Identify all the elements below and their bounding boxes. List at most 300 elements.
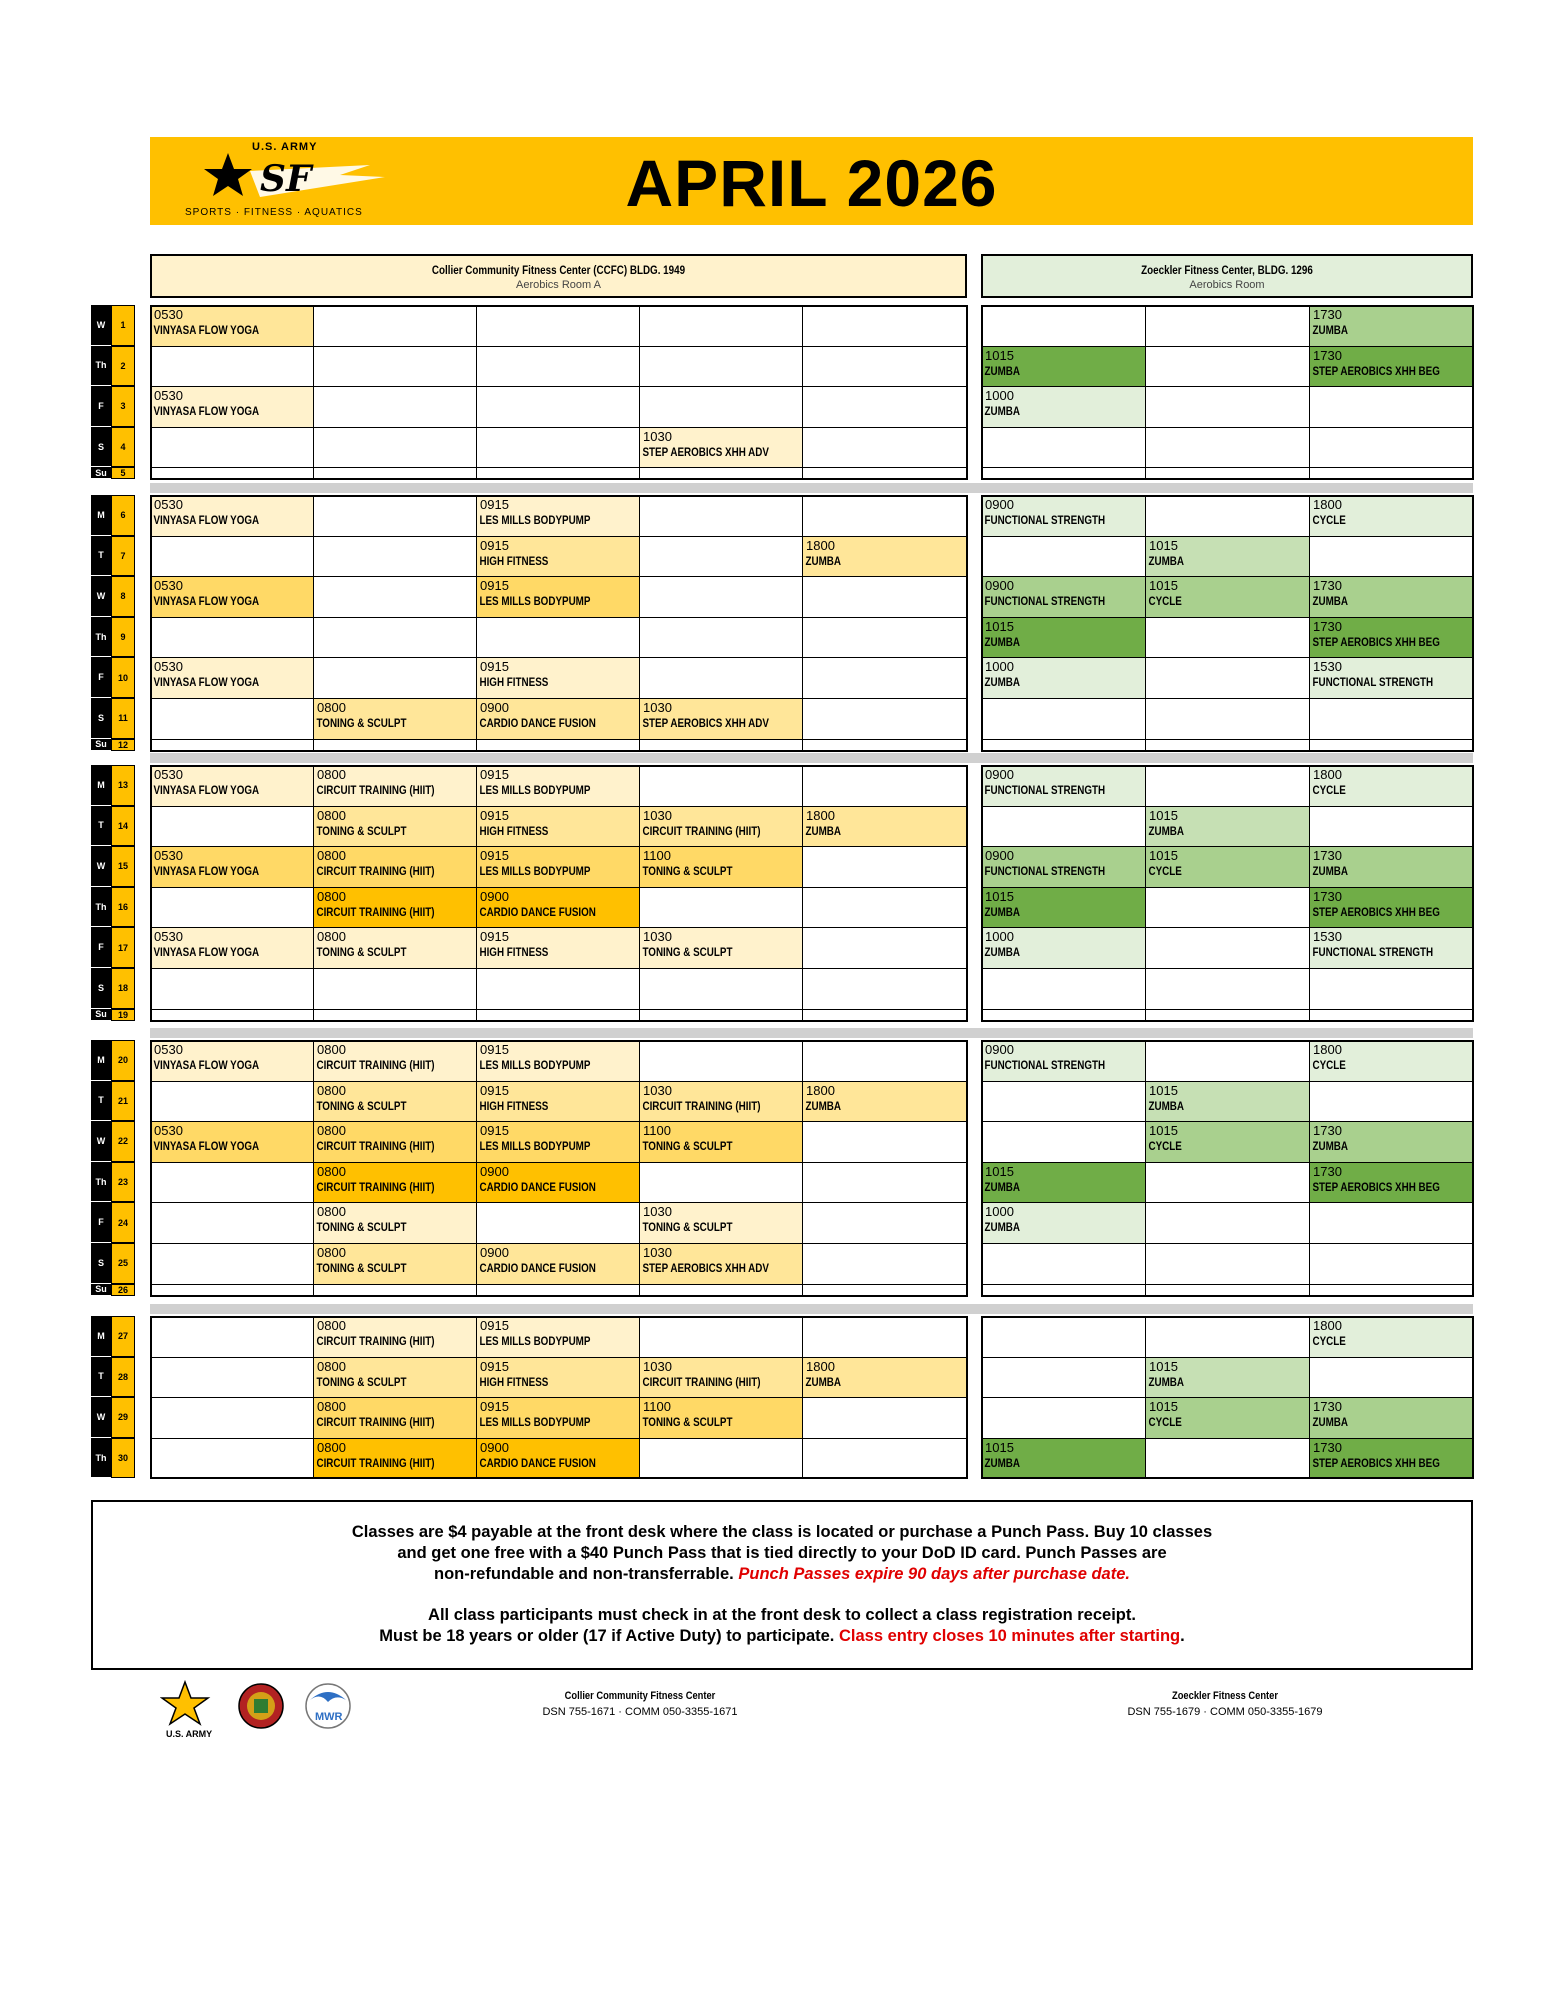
date-label: 14 — [111, 806, 135, 847]
class-cell — [1145, 1162, 1310, 1204]
class-cell — [981, 765, 1146, 807]
class-name: VINYASA FLOW YOGA — [153, 404, 260, 419]
class-time: 0800 — [317, 888, 346, 904]
class-name: STEP AEROBICS XHH BEG — [1312, 904, 1440, 919]
weekday-label: S — [91, 968, 111, 1009]
class-time: 1100 — [643, 1399, 671, 1415]
weekday-label: M — [91, 1316, 111, 1357]
class-name: HIGH FITNESS — [479, 1098, 549, 1113]
class-time: 0915 — [480, 1082, 509, 1098]
class-time: 1000 — [985, 388, 1014, 404]
class-cell — [639, 1162, 803, 1204]
class-cell — [981, 1243, 1146, 1285]
class-name: STEP AEROBICS XHH ADV — [642, 444, 769, 459]
class-cell — [639, 739, 803, 752]
class-cell — [476, 887, 640, 929]
class-cell — [802, 1397, 967, 1439]
class-name: STEP AEROBICS XHH BEG — [1312, 634, 1440, 649]
class-cell — [981, 1316, 1146, 1358]
class-name: CIRCUIT TRAINING (HIIT) — [316, 1058, 435, 1072]
class-time: 0900 — [480, 1245, 509, 1260]
class-cell — [150, 1202, 314, 1244]
class-cell — [639, 1040, 803, 1082]
class-cell — [981, 698, 1146, 740]
class-time: 1730 — [1313, 618, 1342, 634]
class-cell — [1145, 467, 1310, 480]
class-cell — [476, 1438, 640, 1480]
class-time: 0800 — [317, 700, 346, 715]
weekday-label: Su — [91, 739, 111, 751]
class-cell — [1309, 1121, 1474, 1163]
class-name: HIGH FITNESS — [479, 675, 549, 690]
class-cell — [1309, 1081, 1474, 1123]
class-time: 1030 — [643, 1245, 672, 1260]
class-time: 1030 — [643, 1204, 672, 1220]
class-time: 1100 — [643, 848, 671, 864]
pricing-line-2: and get one free with a $40 Punch Pass that is tied directly to your DoD ID card. Punch Passes are — [397, 1544, 1167, 1562]
class-cell — [1309, 1316, 1474, 1358]
class-time: 1030 — [643, 929, 672, 945]
class-cell — [1309, 305, 1474, 347]
class-time: 1800 — [1313, 1318, 1342, 1333]
class-time: 0900 — [480, 1163, 509, 1179]
class-cell — [313, 386, 477, 428]
weekday-label: W — [91, 576, 111, 617]
ccfc-header — [150, 254, 967, 298]
class-cell — [150, 1357, 314, 1399]
class-cell — [639, 1397, 803, 1439]
class-name: ZUMBA — [1312, 1415, 1348, 1430]
class-time: 0915 — [480, 497, 509, 512]
class-time: 0800 — [317, 1163, 346, 1179]
class-cell — [150, 887, 314, 929]
class-cell — [802, 536, 967, 578]
class-time: 0530 — [154, 388, 183, 404]
class-cell — [150, 1162, 314, 1204]
class-cell — [313, 806, 477, 848]
class-cell — [476, 495, 640, 537]
class-cell — [476, 739, 640, 752]
class-name: LES MILLS BODYPUMP — [479, 783, 591, 797]
date-label: 4 — [111, 427, 135, 468]
class-name: HIGH FITNESS — [479, 553, 549, 568]
class-cell — [150, 386, 314, 428]
class-time: 0800 — [317, 1245, 346, 1260]
class-name: ZUMBA — [984, 634, 1020, 649]
weekday-label: F — [91, 927, 111, 968]
class-name: CIRCUIT TRAINING (HIIT) — [316, 864, 435, 879]
class-cell — [981, 536, 1146, 578]
class-cell — [981, 887, 1146, 929]
class-name: CYCLE — [1312, 513, 1346, 527]
class-cell — [313, 467, 477, 480]
class-name: STEP AEROBICS XHH BEG — [1312, 363, 1440, 378]
class-cell — [150, 346, 314, 388]
class-cell — [313, 739, 477, 752]
class-name: ZUMBA — [1148, 553, 1184, 568]
class-cell — [981, 1040, 1146, 1082]
date-label: 17 — [111, 927, 135, 968]
zfc-name: Zoeckler Fitness Center, BLDG. 1296 — [1141, 263, 1313, 277]
week-separator — [150, 1028, 1473, 1038]
class-time: 0530 — [154, 1123, 183, 1139]
class-time: 1730 — [1313, 1123, 1342, 1139]
class-name: HIGH FITNESS — [479, 1374, 549, 1389]
class-time: 1015 — [985, 888, 1014, 904]
date-label: 29 — [111, 1397, 135, 1438]
weekday-label: Su — [91, 467, 111, 479]
class-cell — [802, 1162, 967, 1204]
entry-warning-period: . — [1180, 1627, 1185, 1645]
class-cell — [1309, 1397, 1474, 1439]
class-name: CARDIO DANCE FUSION — [479, 1261, 596, 1275]
class-cell — [1309, 1357, 1474, 1399]
class-cell — [313, 427, 477, 469]
class-cell — [313, 1438, 477, 1480]
class-cell — [150, 576, 314, 618]
class-cell — [476, 1316, 640, 1358]
class-cell — [802, 576, 967, 618]
class-name: HIGH FITNESS — [479, 945, 549, 960]
class-cell — [476, 467, 640, 480]
date-label: 10 — [111, 657, 135, 698]
class-cell — [150, 927, 314, 969]
class-time: 0800 — [317, 767, 346, 782]
class-name: STEP AEROBICS XHH BEG — [1312, 1455, 1440, 1470]
class-name: TONING & SCULPT — [316, 1261, 407, 1275]
expiry-warning: Punch Passes expire 90 days after purchase date. — [738, 1565, 1130, 1583]
class-name: ZUMBA — [1148, 823, 1184, 838]
class-cell — [802, 846, 967, 888]
checkin-line-1: All class participants must check in at the front desk to collect a class registration receipt. — [428, 1606, 1136, 1624]
class-time: 0800 — [317, 1318, 346, 1333]
class-cell — [639, 1009, 803, 1022]
class-name: ZUMBA — [984, 1455, 1020, 1470]
class-cell — [981, 1081, 1146, 1123]
class-name: VINYASA FLOW YOGA — [153, 1139, 260, 1154]
class-cell — [313, 968, 477, 1010]
class-name: VINYASA FLOW YOGA — [153, 513, 260, 527]
class-cell — [802, 427, 967, 469]
class-cell — [981, 1202, 1146, 1244]
zfc-contact-name: Zoeckler Fitness Center — [1171, 1690, 1279, 1702]
class-name: ZUMBA — [805, 823, 841, 838]
class-name: CIRCUIT TRAINING (HIIT) — [316, 1179, 435, 1194]
pricing-line-3: non-refundable and non-transferrable. — [434, 1565, 734, 1583]
footer-logos — [160, 1680, 360, 1740]
class-cell — [150, 305, 314, 347]
date-label: 24 — [111, 1202, 135, 1243]
class-name: VINYASA FLOW YOGA — [153, 945, 260, 960]
weekday-label: F — [91, 1202, 111, 1243]
class-cell — [1145, 1081, 1310, 1123]
class-time: 0900 — [480, 1439, 509, 1455]
class-time: 0800 — [317, 1399, 346, 1415]
class-name: LES MILLS BODYPUMP — [479, 1139, 591, 1154]
class-cell — [1309, 427, 1474, 469]
class-cell — [802, 1357, 967, 1399]
class-cell — [1145, 1357, 1310, 1399]
class-cell — [981, 576, 1146, 618]
class-cell — [1145, 1284, 1310, 1297]
class-name: STEP AEROBICS XHH ADV — [642, 1261, 769, 1275]
class-time: 0530 — [154, 307, 183, 322]
class-cell — [802, 1438, 967, 1480]
class-name: TONING & SCULPT — [316, 945, 407, 960]
class-cell — [639, 1284, 803, 1297]
class-name: FUNCTIONAL STRENGTH — [984, 1058, 1106, 1072]
class-time: 0530 — [154, 767, 183, 782]
class-time: 0900 — [480, 888, 509, 904]
class-cell — [1145, 1040, 1310, 1082]
class-cell — [1309, 1284, 1474, 1297]
class-cell — [313, 346, 477, 388]
date-label: 12 — [111, 739, 135, 751]
ccfc-contact-phone: DSN 755-1671 · COMM 050-3355-1671 — [542, 1706, 738, 1718]
class-name: CARDIO DANCE FUSION — [479, 716, 596, 730]
class-cell — [1309, 1040, 1474, 1082]
class-time: 0900 — [985, 848, 1014, 864]
class-cell — [313, 1162, 477, 1204]
class-name: CIRCUIT TRAINING (HIIT) — [316, 1415, 435, 1430]
class-name: FUNCTIONAL STRENGTH — [1312, 675, 1434, 690]
class-cell — [981, 968, 1146, 1010]
weekday-label: Th — [91, 887, 111, 928]
ccfc-room: Aerobics Room A — [516, 279, 601, 291]
class-cell — [1309, 698, 1474, 740]
class-time: 0530 — [154, 659, 183, 675]
class-time: 1730 — [1313, 1399, 1342, 1415]
class-cell — [1145, 1243, 1310, 1285]
class-cell — [150, 1009, 314, 1022]
class-name: CIRCUIT TRAINING (HIIT) — [642, 1098, 761, 1113]
logo-org-text: U.S. ARMY — [252, 141, 318, 153]
class-cell — [639, 657, 803, 699]
info-box — [91, 1500, 1473, 1670]
class-name: CIRCUIT TRAINING (HIIT) — [316, 1455, 435, 1470]
class-cell — [802, 1081, 967, 1123]
class-cell — [1309, 386, 1474, 428]
class-cell — [150, 739, 314, 752]
class-cell — [639, 346, 803, 388]
class-cell — [313, 765, 477, 807]
class-cell — [981, 927, 1146, 969]
class-name: TONING & SCULPT — [642, 864, 733, 879]
class-cell — [1145, 346, 1310, 388]
class-cell — [981, 739, 1146, 752]
class-name: CYCLE — [1312, 1058, 1346, 1072]
class-time: 1730 — [1313, 888, 1342, 904]
class-cell — [1145, 1121, 1310, 1163]
class-cell — [1145, 739, 1310, 752]
class-cell — [150, 657, 314, 699]
class-cell — [639, 1243, 803, 1285]
class-name: CIRCUIT TRAINING (HIIT) — [316, 1139, 435, 1154]
week-separator — [150, 753, 1473, 763]
date-label: 22 — [111, 1121, 135, 1162]
class-cell — [802, 305, 967, 347]
class-cell — [1309, 467, 1474, 480]
date-label: 5 — [111, 467, 135, 479]
class-cell — [802, 617, 967, 659]
weekday-label: M — [91, 495, 111, 536]
class-name: LES MILLS BODYPUMP — [479, 1334, 591, 1348]
zfc-contact — [1085, 1688, 1365, 1720]
class-time: 1000 — [985, 929, 1014, 945]
class-cell — [639, 698, 803, 740]
class-name: TONING & SCULPT — [316, 716, 407, 730]
class-cell — [1309, 927, 1474, 969]
class-time: 0800 — [317, 1358, 346, 1374]
class-cell — [981, 386, 1146, 428]
week-separator — [150, 1304, 1473, 1314]
class-time: 1730 — [1313, 1163, 1342, 1179]
class-cell — [476, 576, 640, 618]
date-label: 30 — [111, 1438, 135, 1479]
class-time: 0915 — [480, 848, 509, 864]
class-name: ZUMBA — [984, 904, 1020, 919]
class-cell — [639, 576, 803, 618]
class-time: 1800 — [1313, 1042, 1342, 1057]
class-cell — [1145, 495, 1310, 537]
weekday-label: W — [91, 846, 111, 887]
class-cell — [802, 657, 967, 699]
class-cell — [313, 1243, 477, 1285]
class-cell — [802, 386, 967, 428]
date-label: 20 — [111, 1040, 135, 1081]
mwr-label: MWR — [315, 1711, 343, 1723]
class-cell — [150, 467, 314, 480]
class-name: FUNCTIONAL STRENGTH — [1312, 945, 1434, 960]
class-cell — [802, 1243, 967, 1285]
class-time: 0900 — [985, 578, 1014, 594]
class-cell — [639, 887, 803, 929]
class-cell — [639, 536, 803, 578]
class-cell — [639, 305, 803, 347]
class-cell — [1309, 1438, 1474, 1480]
date-label: 28 — [111, 1357, 135, 1398]
weekday-label: Th — [91, 1438, 111, 1479]
class-cell — [1145, 657, 1310, 699]
weekday-label: W — [91, 305, 111, 346]
weekday-label: W — [91, 1397, 111, 1438]
army-label: U.S. ARMY — [166, 1729, 213, 1739]
class-time: 1015 — [1149, 1082, 1178, 1098]
class-cell — [1309, 617, 1474, 659]
class-cell — [1145, 1202, 1310, 1244]
class-time: 1800 — [1313, 767, 1342, 782]
class-name: HIGH FITNESS — [479, 823, 549, 838]
class-cell — [476, 1284, 640, 1297]
class-cell — [476, 1397, 640, 1439]
date-label: 6 — [111, 495, 135, 536]
class-cell — [476, 386, 640, 428]
weekday-label: F — [91, 386, 111, 427]
pricing-line-1: Classes are $4 payable at the front desk where the class is located or purchase a Punch Pass. Buy 10 classes — [351, 1523, 1213, 1541]
class-name: FUNCTIONAL STRENGTH — [984, 864, 1106, 879]
page-title: APRIL 2026 — [625, 146, 998, 220]
class-cell — [802, 1009, 967, 1022]
class-cell — [1145, 576, 1310, 618]
class-name: TONING & SCULPT — [316, 1220, 407, 1235]
class-cell — [802, 927, 967, 969]
class-cell — [476, 1357, 640, 1399]
class-time: 1730 — [1313, 307, 1342, 322]
weekday-label: F — [91, 657, 111, 698]
date-label: 8 — [111, 576, 135, 617]
class-name: VINYASA FLOW YOGA — [153, 1058, 260, 1072]
class-cell — [313, 617, 477, 659]
class-cell — [1145, 1397, 1310, 1439]
class-cell — [802, 1121, 967, 1163]
class-cell — [313, 927, 477, 969]
class-cell — [639, 968, 803, 1010]
class-cell — [981, 1438, 1146, 1480]
class-cell — [981, 495, 1146, 537]
army-star-icon — [162, 1682, 212, 1739]
class-time: 1000 — [985, 659, 1014, 675]
class-name: CYCLE — [1312, 783, 1346, 797]
imcom-crest-icon — [239, 1684, 283, 1728]
class-cell — [476, 1162, 640, 1204]
class-cell — [476, 1081, 640, 1123]
class-cell — [639, 1202, 803, 1244]
class-cell — [981, 1397, 1146, 1439]
class-time: 0530 — [154, 497, 183, 512]
class-cell — [1145, 806, 1310, 848]
weekday-label: S — [91, 427, 111, 468]
class-time: 0900 — [480, 700, 509, 715]
class-name: TONING & SCULPT — [642, 1139, 733, 1154]
class-name: ZUMBA — [984, 1179, 1020, 1194]
entry-warning: Class entry closes 10 minutes after starting — [838, 1627, 1181, 1645]
class-cell — [476, 427, 640, 469]
class-name: CARDIO DANCE FUSION — [479, 904, 596, 919]
class-cell — [981, 346, 1146, 388]
weekday-label: M — [91, 1040, 111, 1081]
class-cell — [1309, 739, 1474, 752]
class-cell — [476, 846, 640, 888]
class-cell — [802, 1316, 967, 1358]
class-name: TONING & SCULPT — [642, 1220, 733, 1235]
class-cell — [802, 1040, 967, 1082]
class-name: LES MILLS BODYPUMP — [479, 1058, 591, 1072]
class-cell — [1309, 1009, 1474, 1022]
class-time: 1730 — [1313, 1439, 1342, 1455]
class-cell — [1309, 846, 1474, 888]
weekday-label: S — [91, 698, 111, 739]
class-cell — [981, 846, 1146, 888]
class-cell — [1309, 495, 1474, 537]
class-time: 0530 — [154, 1042, 183, 1057]
class-time: 1015 — [1149, 807, 1178, 823]
date-label: 13 — [111, 765, 135, 806]
class-cell — [150, 617, 314, 659]
class-time: 1015 — [1149, 1358, 1178, 1374]
date-label: 23 — [111, 1162, 135, 1203]
class-cell — [1145, 305, 1310, 347]
class-cell — [476, 1202, 640, 1244]
week-separator — [150, 483, 1473, 493]
class-cell — [1145, 887, 1310, 929]
class-name: LES MILLS BODYPUMP — [479, 1415, 591, 1430]
class-time: 0900 — [985, 767, 1014, 782]
class-name: ZUMBA — [1312, 1139, 1348, 1154]
class-name: CYCLE — [1148, 594, 1182, 609]
class-time: 0800 — [317, 1204, 346, 1220]
class-cell — [313, 1357, 477, 1399]
class-cell — [150, 1284, 314, 1297]
